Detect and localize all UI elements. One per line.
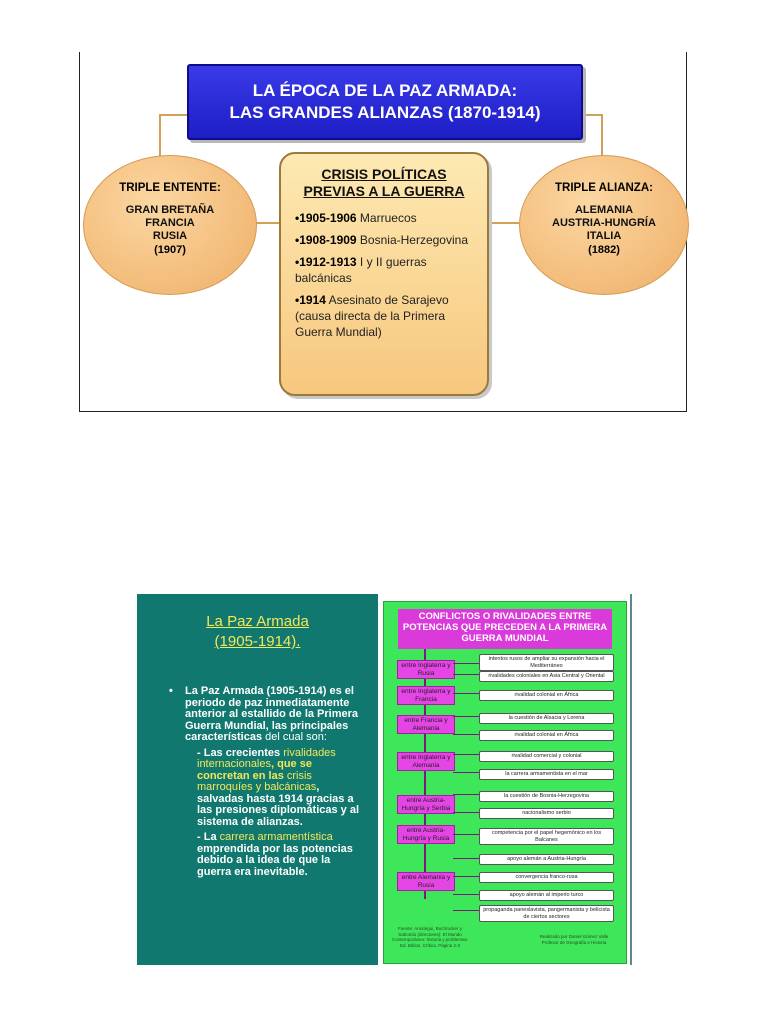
connector: [453, 812, 479, 813]
main-title-box: [187, 64, 583, 140]
connector: [453, 834, 479, 835]
slide2-body: [169, 685, 367, 882]
para2-c: , que se concretan en las: [197, 758, 312, 782]
crisis-years: •1914: [295, 293, 326, 307]
rivalry-cause: propaganda paneslavista, pangermanista y belicista de ciertos sectores: [479, 905, 614, 922]
alianza-year: (1882): [588, 244, 620, 256]
rivalry-cause: apoyo alemán al imperio turco: [479, 890, 614, 901]
crisis-title: [281, 166, 487, 200]
slide2-title-line1: La Paz Armada: [206, 613, 309, 630]
para3-highlight: carrera armamentística: [219, 831, 333, 843]
connector: [453, 693, 479, 694]
rivalry-cause: la carrera armamentista en el mar: [479, 769, 614, 780]
rivalry-cause: rivalidad colonial en África: [479, 690, 614, 701]
connector: [453, 663, 479, 664]
crisis-item: [295, 254, 477, 286]
connector: [159, 114, 187, 116]
slide2-title: [137, 612, 378, 652]
para2-highlight: rivalidades internacionales: [197, 746, 336, 770]
triple-entente-oval: [83, 155, 257, 295]
alliances-slide: [79, 52, 687, 412]
diagram-source: Fuente: Arostegui, Buchrucker y Saborido (directores): El Mundo Contemporáneo: historia y problemas. Ed. Biblos, Crítica. Página 2-3: [391, 926, 469, 948]
crisis-text: I y II guerras balcánicas: [295, 255, 427, 285]
connector: [485, 222, 519, 224]
connector: [453, 858, 479, 859]
rivalry-cause: nacionalismo serbio: [479, 808, 614, 819]
para2-a: - Las crecientes: [197, 746, 284, 759]
text-panel: [137, 594, 378, 965]
connector: [159, 114, 161, 156]
slide-frame-bottom: [79, 411, 687, 412]
main-title-line1: LA ÉPOCA DE LA PAZ ARMADA:: [252, 81, 518, 100]
rivalry-cause: rivalidad comercial y colonial: [479, 751, 614, 762]
connector: [453, 716, 479, 717]
paragraph-2: [185, 748, 367, 829]
conflicts-diagram: [383, 601, 627, 964]
entente-year: (1907): [154, 244, 186, 256]
slide2-title-line2: (1905-1914).: [214, 633, 301, 650]
connector: [453, 734, 479, 735]
triple-alianza-title: TRIPLE ALIANZA:: [555, 182, 653, 194]
rivalry-cause: apoyo alemán a Austria-Hungría: [479, 854, 614, 865]
rivalry-cause: la cuestión de Bosnia-Herzegovina: [479, 791, 614, 802]
rivalry-cause: convergencia franco-rusa: [479, 872, 614, 883]
para1-text: La Paz Armada (1905-1914) es el periodo de paz inmediatamente anterior al estallido de la Primera Guerra Mundial, las principales características: [185, 685, 359, 743]
alianza-member: AUSTRIA-HUNGRÍA: [552, 217, 656, 229]
connector: [453, 794, 479, 795]
entente-member: GRAN BRETAÑA: [125, 204, 215, 216]
rivalry-pair: entre Austria-Hungría y Serbia: [397, 795, 455, 814]
connector: [453, 894, 479, 895]
rivalry-pair: entre Inglaterra y Francia: [397, 686, 455, 705]
connector: [453, 910, 479, 911]
crisis-box: [279, 152, 489, 396]
connector: [453, 772, 479, 773]
crisis-item: [295, 292, 477, 340]
crisis-text: Marruecos: [356, 211, 417, 225]
connector: [255, 222, 279, 224]
crisis-title-line2: PREVIAS A LA GUERRA: [303, 183, 465, 199]
paragraph-1: [185, 686, 367, 744]
crisis-text: Bosnia-Herzegovina: [356, 233, 468, 247]
diagram-title: CONFLICTOS O RIVALIDADES ENTRE POTENCIAS QUE PRECEDEN A LA PRIMERA GUERRA MUNDIAL: [398, 609, 612, 649]
rivalry-cause: rivalidades coloniales en Asia Central y Oriental: [479, 671, 614, 682]
para3-a: - La: [197, 831, 220, 843]
para3-c: emprendida por las potencias debido a la idea de que la guerra era inevitable.: [197, 842, 353, 878]
alianza-member: ALEMANIA: [574, 204, 634, 216]
entente-member: FRANCIA: [145, 217, 195, 229]
triple-entente-title: TRIPLE ENTENTE:: [119, 182, 221, 194]
rivalry-pair: entre Inglaterra y Rusia: [397, 660, 455, 679]
rivalry-pair: entre Inglaterra y Alemania: [397, 752, 455, 771]
diagram-author: Realizado por Daniel Gómez Valle Profesor de Geografía e Historia: [539, 934, 609, 945]
para1-tail: del cual son:: [262, 731, 327, 743]
crisis-text: Asesinato de Sarajevo (causa directa de la Primera Guerra Mundial): [295, 293, 449, 339]
paragraph-3: [185, 832, 367, 878]
connector: [601, 114, 603, 156]
connector: [453, 674, 479, 675]
rivalry-cause: la cuestión de Alsacia y Lorena: [479, 713, 614, 724]
crisis-item: [295, 232, 477, 248]
para2-highlight-2: crisis marroquíes y balcánicas: [197, 769, 317, 793]
rivalry-pair: entre Francia y Alemania: [397, 715, 455, 734]
connector: [453, 876, 479, 877]
rivalry-cause: rivalidad colonial en África: [479, 730, 614, 741]
crisis-years: •1905-1906: [295, 211, 357, 225]
slide-edge: [630, 594, 632, 965]
para2-e: , salvadas hasta 1914 gracias a las presiones diplomáticas y al sistema de alianzas.: [197, 781, 360, 828]
main-title-line2: LAS GRANDES ALIANZAS (1870-1914): [229, 103, 541, 122]
alianza-member: ITALIA: [586, 230, 622, 242]
rivalry-pair: entre Alemania y Rusia: [397, 872, 455, 891]
entente-member: RUSIA: [152, 230, 188, 242]
rivalry-cause: competencia por el papel hegemónico en los Balcanes: [479, 828, 614, 845]
crisis-item: [295, 210, 477, 226]
rivalry-cause: intentos rusos de ampliar su expansión hacia el Mediterráneo: [479, 654, 614, 671]
crisis-years: •1912-1913: [295, 255, 357, 269]
rivalry-pair: entre Austria-Hungría y Rusia: [397, 825, 455, 844]
crisis-title-line1: CRISIS POLÍTICAS: [321, 166, 447, 182]
connector: [453, 754, 479, 755]
paz-armada-slide: [137, 594, 633, 965]
slide-frame-left: [79, 52, 80, 412]
crisis-years: •1908-1909: [295, 233, 357, 247]
triple-alianza-oval: [519, 155, 689, 295]
bullet: •: [169, 685, 173, 697]
